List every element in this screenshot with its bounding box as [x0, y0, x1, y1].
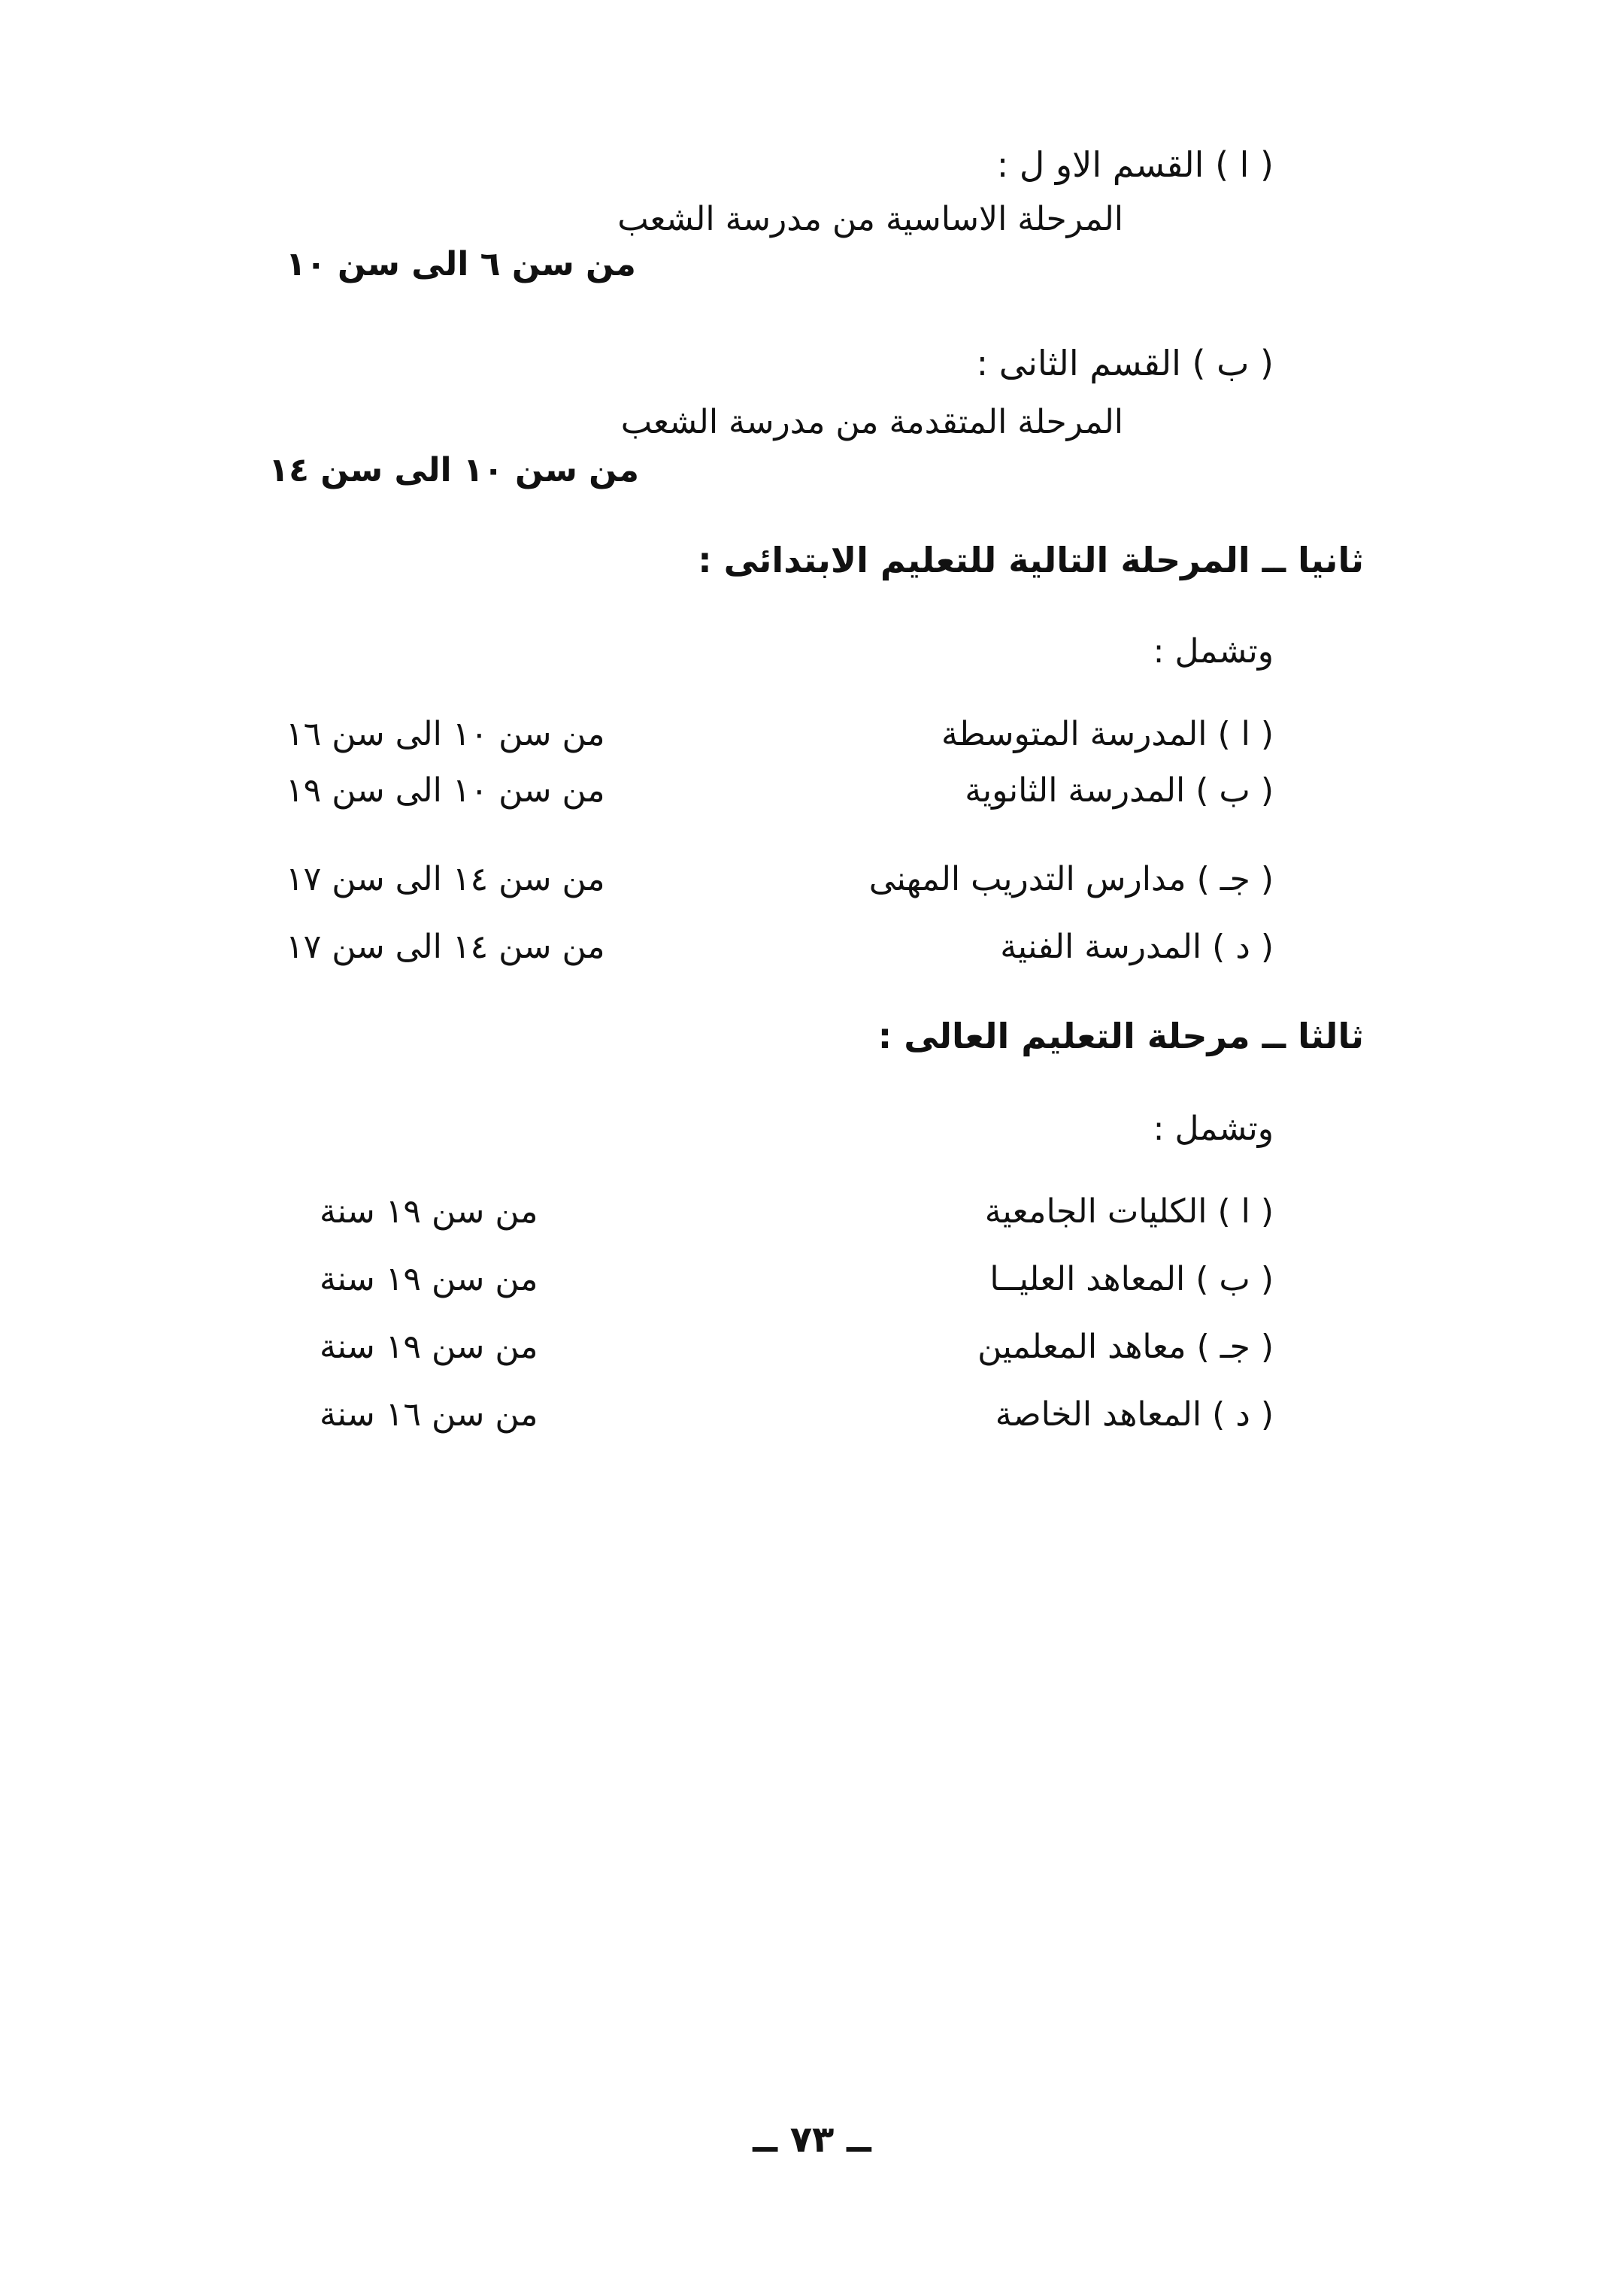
section-two-heading: ثانيا ــ المرحلة التالية للتعليم الابتدائى : [698, 540, 1364, 580]
section-three-heading: ثالثا ــ مرحلة التعليم العالى : [877, 1016, 1364, 1056]
page-number: ــ ٧٣ ــ [753, 2119, 871, 2161]
section-two-item-age: من سن ١٤ الى سن ١٧ [286, 928, 605, 966]
section-two-includes: وتشمل : [1153, 632, 1274, 671]
part-a-stage: المرحلة الاساسية من مدرسة الشعب [617, 200, 1123, 238]
section-three-item-label: ( جـ ) معاهد المعلمين [977, 1328, 1274, 1366]
section-three-item-age: من سن ١٩ سنة [320, 1328, 538, 1366]
section-two-item-age: من سن ١٠ الى سن ١٩ [286, 771, 605, 810]
part-a-heading: ( ا ) القسم الاو ل : [996, 144, 1274, 185]
section-three-includes: وتشمل : [1153, 1110, 1274, 1148]
section-two-item-age: من سن ١٤ الى سن ١٧ [286, 860, 605, 898]
part-b-age: من سن ١٠ الى سن ١٤ [268, 451, 639, 489]
section-two-item-label: ( جـ ) مدارس التدريب المهنى [868, 860, 1274, 898]
section-two-item-age: من سن ١٠ الى سن ١٦ [286, 715, 605, 753]
section-three-item-age: من سن ١٦ سنة [320, 1395, 538, 1434]
section-two-item-label: ( ب ) المدرسة الثانوية [965, 771, 1274, 810]
section-three-item-label: ( ا ) الكليات الجامعية [984, 1192, 1274, 1231]
section-two-item-label: ( د ) المدرسة الفنية [1000, 928, 1274, 966]
section-three-item-label: ( د ) المعاهد الخاصة [995, 1395, 1274, 1434]
section-two-item-label: ( ا ) المدرسة المتوسطة [941, 715, 1274, 753]
section-three-item-label: ( ب ) المعاهد العليــا [989, 1260, 1274, 1298]
section-three-item-age: من سن ١٩ سنة [320, 1260, 538, 1298]
section-three-item-age: من سن ١٩ سنة [320, 1192, 538, 1231]
part-b-heading: ( ب ) القسم الثانى : [976, 343, 1274, 383]
part-b-stage: المرحلة المتقدمة من مدرسة الشعب [620, 403, 1123, 441]
part-a-age: من سن ٦ الى سن ١٠ [286, 245, 636, 283]
